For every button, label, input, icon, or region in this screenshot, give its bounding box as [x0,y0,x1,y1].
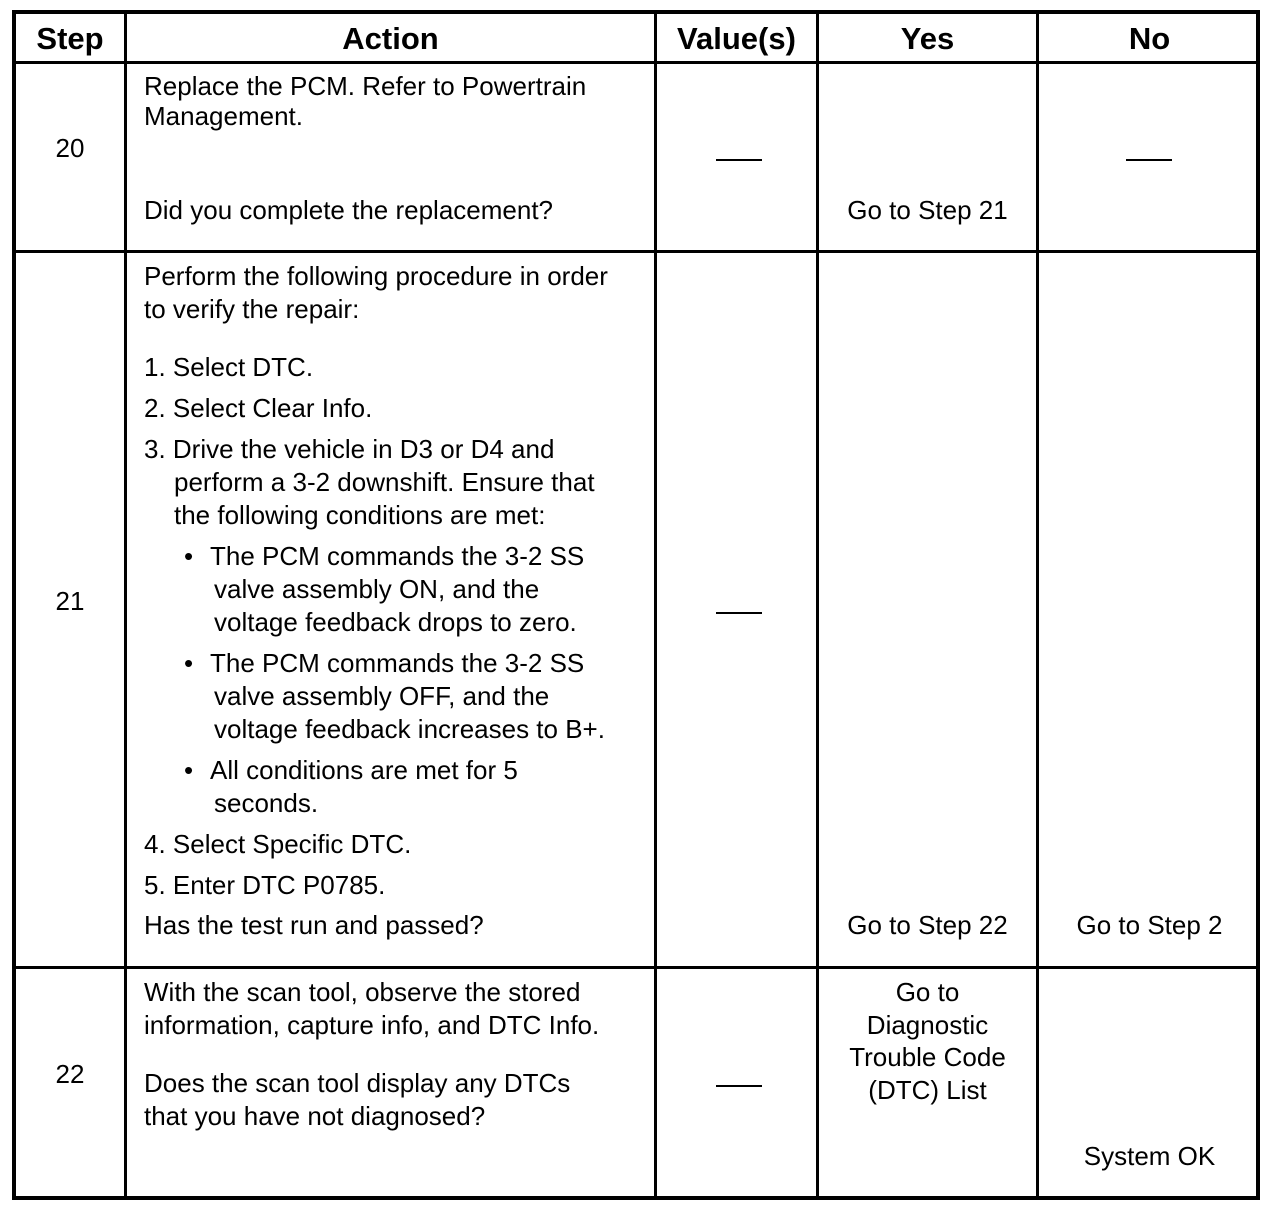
column-divider [124,14,127,1196]
action-question: Has the test run and passed? [144,910,484,940]
action-text: Management. [144,101,303,131]
condition-text: All conditions are met for 5 [210,755,518,785]
procedure-step: 3. Drive the vehicle in D3 or D4 and [144,434,555,464]
step-number: 20 [55,133,85,163]
header-no: No [1128,21,1171,56]
procedure-step: 1. Select DTC. [144,352,314,382]
header-step: Step [36,21,104,56]
action-text: information, capture info, and DTC Info. [144,1010,600,1040]
condition-text: seconds. [214,788,319,818]
bullet-icon: • [184,648,194,678]
yes-result: Go to [895,977,960,1007]
bullet-icon: • [184,755,194,785]
header-yes: Yes [900,21,955,56]
no-dash [1126,159,1172,161]
condition-text: voltage feedback drops to zero. [214,607,577,637]
procedure-step: 5. Enter DTC P0785. [144,870,386,900]
action-text: Replace the PCM. Refer to Powertrain [144,71,587,101]
yes-result: Go to Step 22 [847,910,1008,940]
header-values: Value(s) [677,21,796,56]
step-number: 21 [55,586,85,616]
bullet-icon: • [184,541,194,571]
action-text: Perform the following procedure in order [144,261,608,291]
procedure-step: 4. Select Specific DTC. [144,829,412,859]
condition-text: The PCM commands the 3-2 SS [210,648,585,678]
diagnostic-table [12,10,1260,1200]
action-text: With the scan tool, observe the stored [144,977,581,1007]
action-text: to verify the repair: [144,294,360,324]
yes-result: Go to Step 21 [847,195,1008,225]
yes-result: Trouble Code [849,1042,1006,1072]
action-question: Did you complete the replacement? [144,195,554,225]
header-action: Action [342,21,439,56]
value-dash [716,1085,762,1087]
column-divider [654,14,657,1196]
row-divider [16,966,1256,969]
procedure-step: 2. Select Clear Info. [144,393,373,423]
action-question: that you have not diagnosed? [144,1101,486,1131]
procedure-step: perform a 3-2 downshift. Ensure that [174,467,595,497]
value-dash [716,159,762,161]
yes-result: Diagnostic [866,1010,989,1040]
procedure-step: the following conditions are met: [174,500,546,530]
value-dash [716,612,762,614]
condition-text: valve assembly ON, and the [214,574,540,604]
condition-text: valve assembly OFF, and the [214,681,550,711]
column-divider [1036,14,1039,1196]
action-question: Does the scan tool display any DTCs [144,1068,571,1098]
yes-result: (DTC) List [868,1075,987,1105]
condition-text: voltage feedback increases to B+. [214,714,605,744]
condition-text: The PCM commands the 3-2 SS [210,541,585,571]
no-result: Go to Step 2 [1076,910,1223,940]
step-number: 22 [55,1059,85,1089]
no-result: System OK [1083,1141,1216,1171]
row-divider [16,250,1256,253]
